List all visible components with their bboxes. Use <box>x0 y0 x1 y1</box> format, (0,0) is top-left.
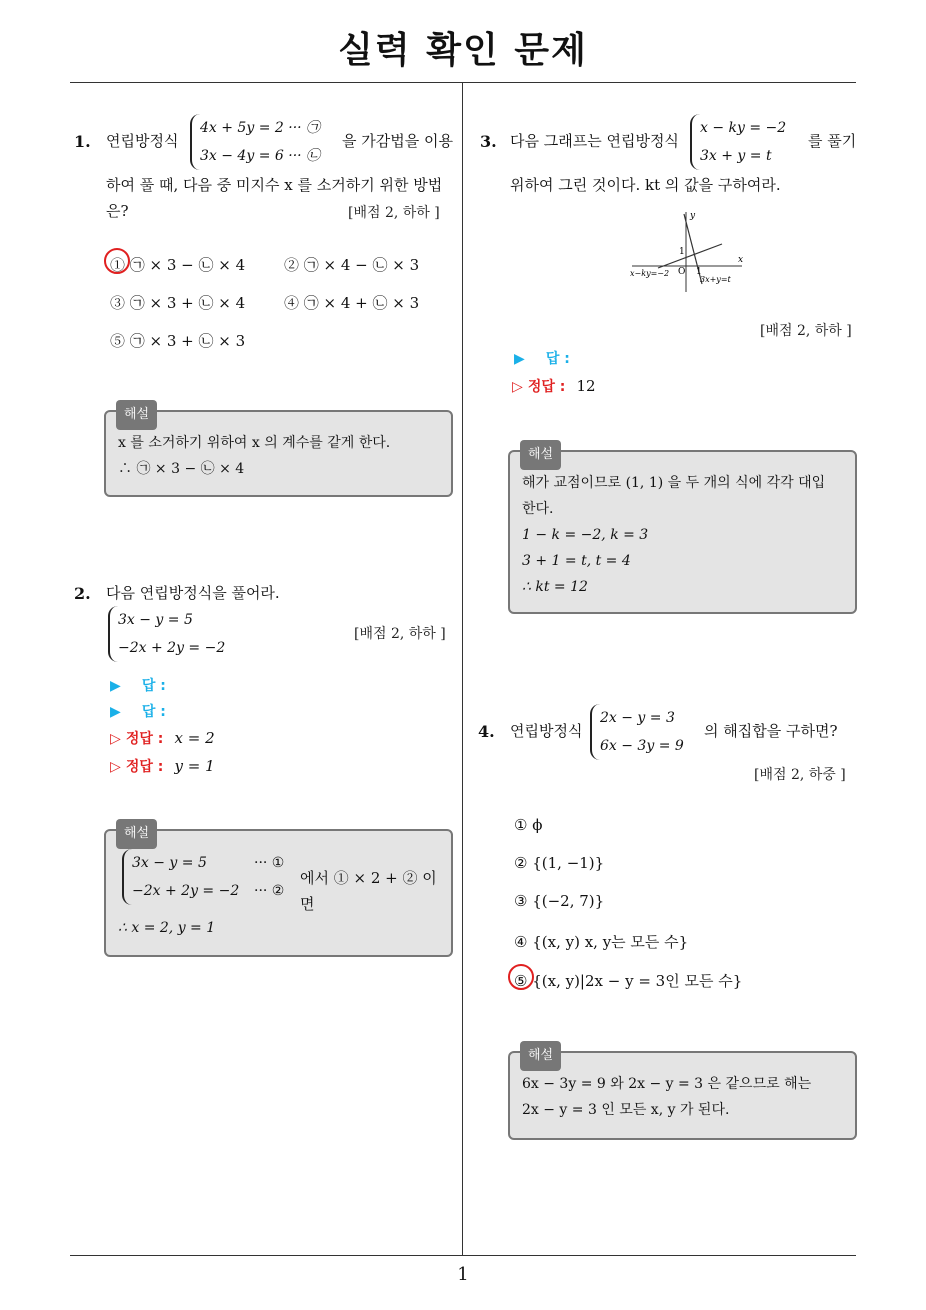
line-a-label: x−ky=−2 <box>630 269 670 278</box>
question-number: 1. <box>74 132 91 151</box>
question-text: 를 풀기 <box>808 132 857 150</box>
equation-tag: ··· ② <box>254 883 285 899</box>
question-prefix: 다음 그래프는 연립방정식 <box>510 132 679 150</box>
correct-answer <box>512 376 596 396</box>
explanation-line: 6x − 3y = 9 와 2x − y = 3 은 같으므로 해는 <box>522 1076 812 1092</box>
correct-answer <box>110 728 215 748</box>
option-3[interactable]: ③ {(−2, 7)} <box>514 892 605 910</box>
equation-2: −2x + 2y = −2 <box>132 883 240 899</box>
explanation-box <box>508 1048 857 1140</box>
explanation-box <box>104 407 453 497</box>
explanation-line: 해가 교점이므로 (1, 1) 을 두 개의 식에 각각 대입 <box>522 475 826 491</box>
option-1[interactable]: ① ϕ <box>514 816 543 834</box>
question-text: 위하여 그린 것이다. kt 의 값을 구하여라. <box>510 176 781 194</box>
explanation-box <box>104 826 453 957</box>
correct-label: 정답 : <box>125 731 164 747</box>
page-number: 1 <box>457 1264 469 1285</box>
correct-label: 정답 : <box>527 379 566 395</box>
question-text: 의 해집합을 구하면? <box>704 722 838 740</box>
answer-line <box>514 348 570 368</box>
answer-marker: ▶ <box>110 704 121 720</box>
option-3[interactable]: ③ ㉠ × 3 + ㉡ × 4 <box>110 294 246 312</box>
score-meta: [배점 2, 하하 ] <box>348 205 440 221</box>
explanation-label: 해설 <box>520 1041 561 1071</box>
score-meta: [배점 2, 하하 ] <box>760 323 852 339</box>
question-prefix: 연립방정식 <box>510 722 583 740</box>
correct-value: x = 2 <box>174 729 215 747</box>
bottom-rule <box>70 1255 856 1256</box>
explanation-line: ∴ ㉠ × 3 − ㉡ × 4 <box>118 461 245 477</box>
explanation-line: 2x − y = 3 인 모든 x, y 가 된다. <box>522 1102 730 1118</box>
explanation-line: 1 − k = −2, k = 3 <box>522 527 649 543</box>
equation-2: 3x + y = t <box>700 148 772 164</box>
equation-system <box>690 114 786 170</box>
top-rule <box>70 82 856 83</box>
equation-1: x − ky = −2 <box>700 120 787 136</box>
option-5[interactable]: ⑤ {(x, y)|2x − y = 3인 모든 수} <box>514 972 743 990</box>
page-title: 실력 확인 문제 <box>338 30 588 71</box>
score-meta: [배점 2, 하하 ] <box>354 626 446 642</box>
y-axis-label: y <box>690 211 696 221</box>
answer-line <box>110 701 166 721</box>
x-tick-1: 1 <box>696 267 702 277</box>
correct-marker: ▷ <box>512 379 523 395</box>
line-a <box>658 244 722 268</box>
question-number: 2. <box>74 584 91 603</box>
explanation-line: 한다. <box>522 501 554 517</box>
explanation-label: 해설 <box>116 400 157 430</box>
explanation-line: 3 + 1 = t, t = 4 <box>522 553 631 569</box>
question-text: 을 가감법을 이용 <box>342 132 453 150</box>
answer-marker: ▶ <box>110 678 121 694</box>
equation-system <box>590 704 684 760</box>
correct-answer <box>110 756 215 776</box>
answer-line <box>110 675 166 695</box>
equation-2: 6x − 3y = 9 <box>600 738 684 754</box>
answer-marker: ▶ <box>514 351 525 367</box>
explanation-label: 해설 <box>116 819 157 849</box>
equation-system <box>122 849 302 905</box>
explanation-label: 해설 <box>520 440 561 470</box>
answer-label: 답 : <box>545 351 570 367</box>
correct-value: 12 <box>576 377 596 395</box>
explanation-line: ∴ kt = 12 <box>522 579 588 595</box>
y-tick-1: 1 <box>679 247 685 257</box>
equation-1: 3x − y = 5 <box>118 612 193 628</box>
line-b-label: 3x+y=t <box>700 275 731 284</box>
correct-label: 정답 : <box>125 759 164 775</box>
column-divider <box>462 83 463 1256</box>
option-1[interactable]: ① ㉠ × 3 − ㉡ × 4 <box>110 256 246 274</box>
score-meta: [배점 2, 하중 ] <box>754 767 846 783</box>
graph-figure <box>626 208 746 294</box>
equation-1: 4x + 5y = 2 ··· ㉠ <box>200 120 321 136</box>
equation-system <box>190 114 320 170</box>
question-number: 3. <box>480 132 497 151</box>
question-text: 하여 풀 때, 다음 중 미지수 x 를 소거하기 위한 방법 <box>106 176 443 194</box>
explanation-box <box>508 447 857 614</box>
equation-tag: ··· ① <box>254 855 285 871</box>
equation-1: 3x − y = 5 <box>132 855 207 871</box>
option-4[interactable]: ④ ㉠ × 4 + ㉡ × 3 <box>284 294 420 312</box>
answer-label: 답 : <box>141 678 166 694</box>
equation-2: 3x − 4y = 6 ··· ㉡ <box>200 148 321 164</box>
option-5[interactable]: ⑤ ㉠ × 3 + ㉡ × 3 <box>110 332 246 350</box>
equation-1: 2x − y = 3 <box>600 710 675 726</box>
explanation-line: 에서 ① × 2 + ② 이면 <box>300 869 437 913</box>
answer-label: 답 : <box>141 704 166 720</box>
option-4[interactable]: ④ {(x, y) x, y는 모든 수} <box>514 933 689 951</box>
question-text: 은? <box>106 202 129 220</box>
question-prefix: 연립방정식 <box>106 132 179 150</box>
origin-label: O <box>678 267 686 277</box>
correct-value: y = 1 <box>174 757 215 775</box>
option-2[interactable]: ② ㉠ × 4 − ㉡ × 3 <box>284 256 420 274</box>
explanation-line: ∴ x = 2, y = 1 <box>118 920 216 936</box>
option-2[interactable]: ② {(1, −1)} <box>514 854 605 872</box>
question-number: 4. <box>478 722 495 741</box>
x-axis-label: x <box>738 255 744 265</box>
explanation-line: x 를 소거하기 위하여 x 의 계수를 같게 한다. <box>118 435 391 451</box>
equation-2: −2x + 2y = −2 <box>118 640 226 656</box>
question-text: 다음 연립방정식을 풀어라. <box>106 584 280 602</box>
correct-marker: ▷ <box>110 759 121 775</box>
equation-system <box>108 606 225 662</box>
correct-marker: ▷ <box>110 731 121 747</box>
